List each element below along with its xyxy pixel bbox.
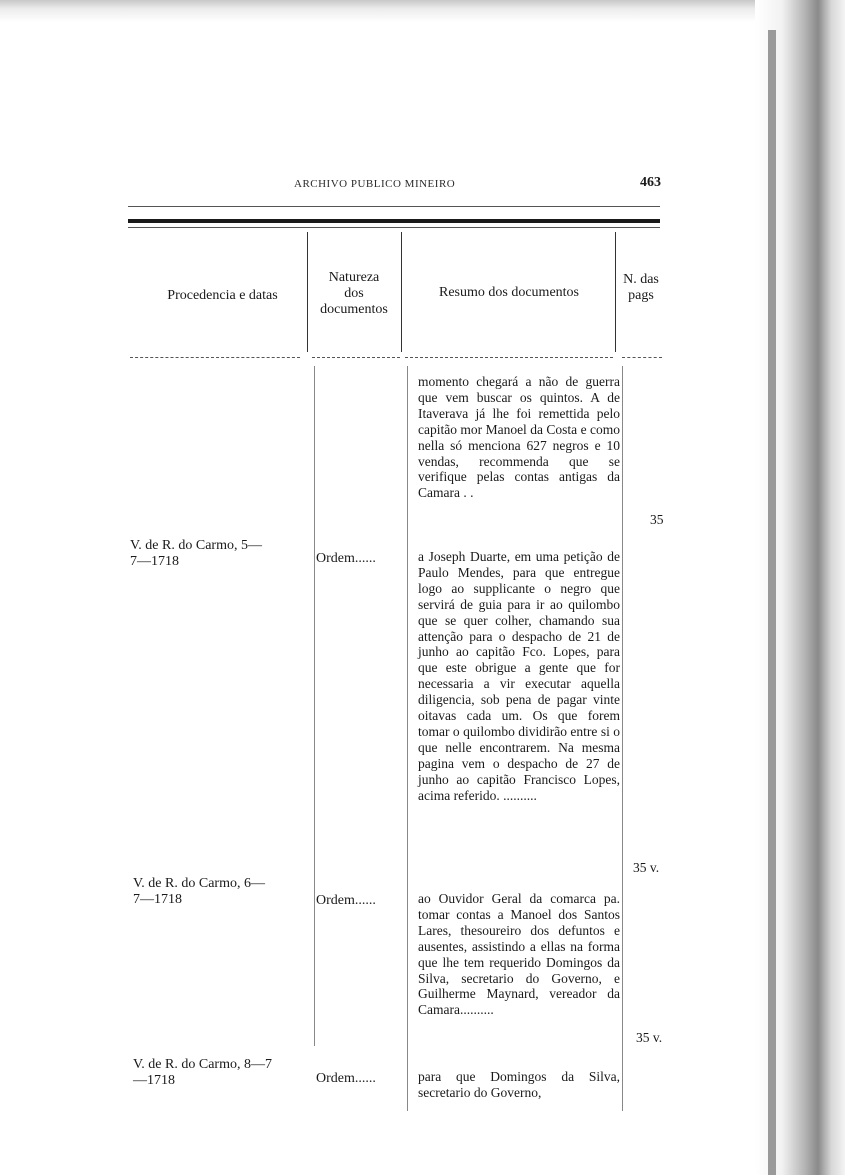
table-row-pages: 35 v.	[636, 1030, 663, 1045]
table-row-procedencia: V. de R. do Carmo, 8—7 —1718	[133, 1057, 272, 1089]
body-column-divider-2	[407, 366, 408, 1111]
table-row-summary: ao Ouvidor Geral da comarca pa. tomar contas a Manoel dos Santos Lares, thesoureiro dos defuntos e ausentes, assistindo a ellas na forma que lhe tem requerido Domingos da Silva, secretario do Governo, e Guilherme Maynard, vereador da Camara..........	[418, 891, 620, 1018]
page-binding-edge	[768, 30, 776, 1175]
table-row-pages: 35 v.	[633, 860, 660, 875]
table-row-natureza: Ordem......	[316, 551, 376, 566]
column-divider-3	[615, 232, 616, 352]
table-row-procedencia: V. de R. do Carmo, 6— 7—1718	[133, 876, 265, 908]
table-row-procedencia: V. de R. do Carmo, 5— 7—1718	[130, 538, 262, 570]
page-top-edge	[0, 0, 845, 22]
header-underline-3	[405, 357, 613, 358]
column-divider-2	[401, 232, 402, 352]
table-row-natureza: Ordem......	[316, 1071, 376, 1086]
header-underline-2	[312, 357, 400, 358]
header-rule-thin	[128, 206, 660, 207]
col-header-resumo: Resumo dos documentos	[439, 285, 579, 300]
header-rule-under	[128, 227, 660, 228]
body-column-divider-3	[622, 366, 623, 1111]
header-underline-1	[130, 357, 300, 358]
col-header-natureza: Natureza dos documentos	[320, 270, 388, 317]
header-underline-4	[622, 357, 662, 358]
running-title: ARCHIVO PUBLICO MINEIRO	[294, 178, 456, 190]
table-row-summary: a Joseph Duarte, em uma petição de Paulo Mendes, para que entregue logo ao supplicante o negro que servirá de guia para ir ao quilombo que se quer colher, chamando sua attenção para o despacho de 21 de junho ao capitão Fco. Lopes, para que este obrigue a gente que for necessaria a vir executar aquella diligencia, sob pena de pagar vinte oitavas cada um. Os que forem tomar o quilombo dividirão entre si o que nelle encontrarem. Na mesma pagina vem o despacho de 27 de junho ao capitão Francisco Lopes, acima referido. ..........	[418, 549, 620, 803]
col-header-paginas: N. das pags	[623, 272, 659, 303]
table-row-natureza: Ordem......	[316, 893, 376, 908]
col-header-procedencia: Procedencia e datas	[167, 288, 278, 303]
table-row-summary: momento chegará a não de guerra que vem buscar os quintos. A de Itaverava já lhe foi remettida pelo capitão mor Manoel da Costa e como nella só menciona 627 negros e 10 vendas, recommenda que se verifique pelas contas antigas da Camara . .	[418, 374, 620, 501]
page-number: 463	[640, 175, 661, 190]
header-rule-thick	[128, 219, 660, 223]
body-column-divider-1	[314, 366, 315, 1046]
table-row-summary: para que Domingos da Silva, secretario do Governo,	[418, 1069, 620, 1100]
table-row-pages: 35	[650, 512, 664, 527]
